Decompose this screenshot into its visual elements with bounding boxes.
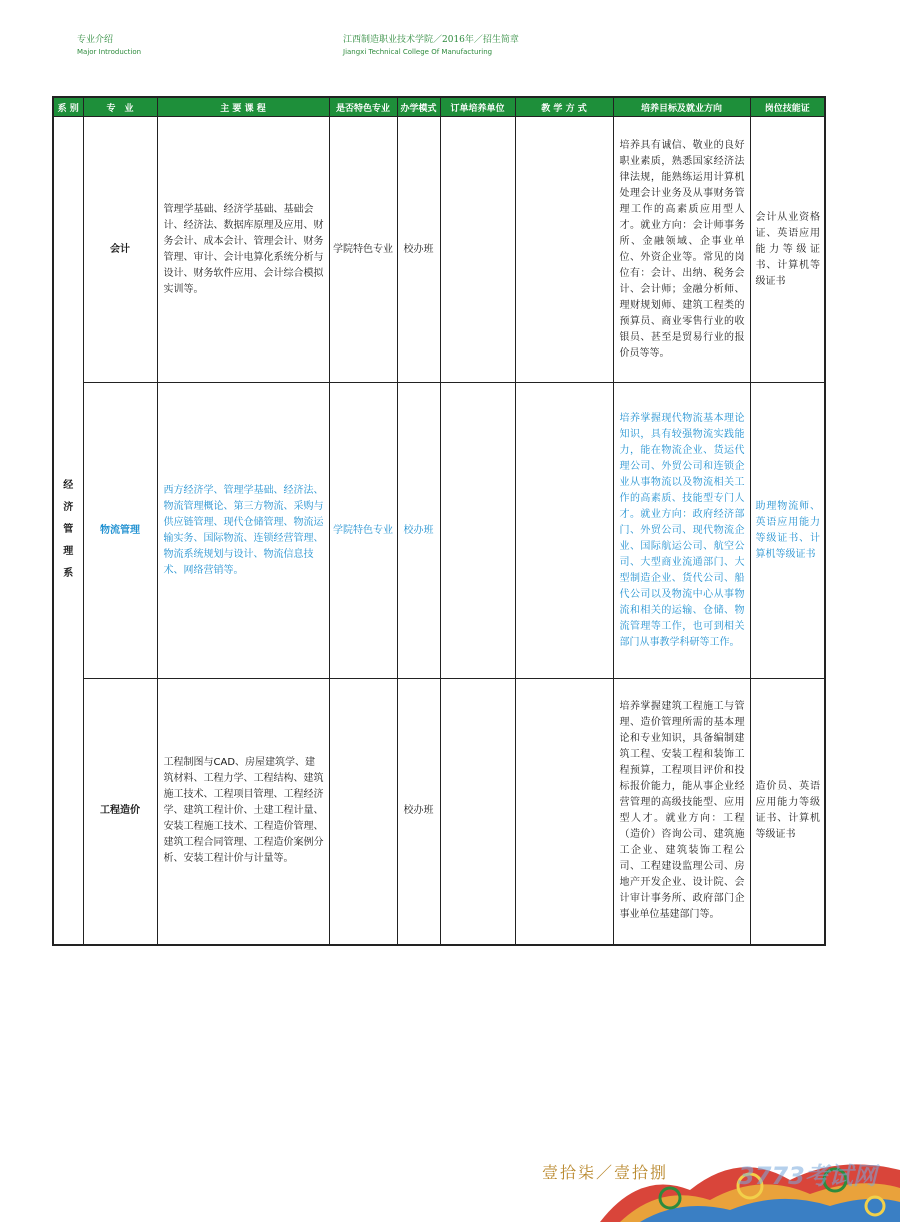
order-unit-cell bbox=[440, 117, 515, 383]
department-cell bbox=[53, 117, 83, 945]
goals-cell: 培养掌握建筑工程施工与管理、造价管理所需的基本理论和专业知识，具备编制建筑工程、安装工程和装饰工程预算，工程项目评价和投标报价能力，能从事企业经营管理的高级技能型、应用型人才。就业方向：工程（造价）咨询公司、建筑施工企业、建筑装饰工程公司、工程建设监理公司、房地产开发企业、设计院、会计审计事务所、政府部门企事业单位基建部门等。 bbox=[613, 679, 750, 945]
major-name: 物流管理 bbox=[83, 383, 157, 679]
majors-table bbox=[52, 96, 826, 946]
courses-cell: 西方经济学、管理学基础、经济法、物流管理概论、第三方物流、采购与供应链管理、现代仓储管理、物流运输实务、国际物流、连锁经营管理、物流系统规划与设计、物流信息技术、网络营销等。 bbox=[157, 383, 329, 679]
col-header-goals: 培养目标及就业方向 bbox=[613, 97, 750, 117]
col-header-cert: 岗位技能证 bbox=[750, 97, 825, 117]
col-header-courses: 主 要 课 程 bbox=[157, 97, 329, 117]
table-header-row bbox=[53, 97, 825, 117]
featured-cell: 学院特色专业 bbox=[329, 383, 397, 679]
order-unit-cell bbox=[440, 383, 515, 679]
page-numbers: 壹拾柒／壹拾捌 bbox=[542, 1163, 669, 1182]
goals-cell: 培养掌握现代物流基本理论知识，具有较强物流实践能力，能在物流企业、货运代理公司、外贸公司和连锁企业从事物流以及物流相关工作的高素质、技能型专门人才。就业方向：政府经济部门、外贸公司、现代物流企业、国际航运公司、航空公司、大型商业流通部门、大型制造企业、货代公司、船代公司以及物流中心从事物流和相关的运输、仓储、物流管理等工作，也可到相关部门从事教学科研等工作。 bbox=[613, 383, 750, 679]
document-header bbox=[343, 34, 519, 58]
teaching-cell bbox=[515, 117, 613, 383]
table-row bbox=[53, 117, 825, 383]
cert-cell: 造价员、英语应用能力等级证书、计算机等级证书 bbox=[750, 679, 825, 945]
courses-cell: 工程制图与CAD、房屋建筑学、建筑材料、工程力学、工程结构、建筑施工技术、工程项目管理、工程经济学、建筑工程计价、土建工程计量、安装工程施工技术、工程造价管理、建筑工程合同管理、工程造价案例分析、安装工程计价与计量等。 bbox=[157, 679, 329, 945]
section-title-en: Major Introduction bbox=[77, 48, 142, 56]
cert-cell: 会计从业资格证、英语应用能力等级证书、计算机等级证书 bbox=[750, 117, 825, 383]
col-header-mode: 办学模式 bbox=[397, 97, 440, 117]
col-header-order-unit: 订单培养单位 bbox=[440, 97, 515, 117]
col-header-teaching: 教 学 方 式 bbox=[515, 97, 613, 117]
featured-cell: 学院特色专业 bbox=[329, 117, 397, 383]
section-header bbox=[77, 34, 141, 58]
col-header-department: 系 别 bbox=[53, 97, 83, 117]
document-title: 江西制造职业技术学院／2016年／招生简章 bbox=[343, 35, 519, 45]
goals-cell: 培养具有诚信、敬业的良好职业素质，熟悉国家经济法律法规，能熟练运用计算机处理会计业务及从事财务管理工作的高素质应用型人才。就业方向：会计师事务所、金融领域、企事业单位、外资企业等。常见的岗位有：会计、出纳、税务会计、会计师；金融分析师、理财规划师、建筑工程类的预算员、商业零售行业的收银员、甚至是贸易行业的报价员等等。 bbox=[613, 117, 750, 383]
department-name: 经济管理系 bbox=[63, 480, 74, 580]
table-row bbox=[53, 383, 825, 679]
col-header-major: 专 业 bbox=[83, 97, 157, 117]
major-name: 工程造价 bbox=[83, 679, 157, 945]
document-title-en: Jiangxi Technical College Of Manufacturing bbox=[343, 48, 493, 56]
teaching-cell bbox=[515, 679, 613, 945]
mode-cell: 校办班 bbox=[397, 117, 440, 383]
major-name: 会计 bbox=[83, 117, 157, 383]
watermark: 3773考试网 bbox=[738, 1162, 877, 1190]
col-header-featured: 是否特色专业 bbox=[329, 97, 397, 117]
teaching-cell bbox=[515, 383, 613, 679]
mode-cell: 校办班 bbox=[397, 383, 440, 679]
table-row bbox=[53, 679, 825, 945]
section-title: 专业介绍 bbox=[77, 35, 114, 45]
cert-cell: 助理物流师、英语应用能力等级证书、计算机等级证书 bbox=[750, 383, 825, 679]
order-unit-cell bbox=[440, 679, 515, 945]
mode-cell: 校办班 bbox=[397, 679, 440, 945]
courses-cell: 管理学基础、经济学基础、基础会计、经济法、数据库原理及应用、财务会计、成本会计、管理会计、财务管理、审计、会计电算化系统分析与设计、财务软件应用、会计综合模拟实训等。 bbox=[157, 117, 329, 383]
featured-cell bbox=[329, 679, 397, 945]
